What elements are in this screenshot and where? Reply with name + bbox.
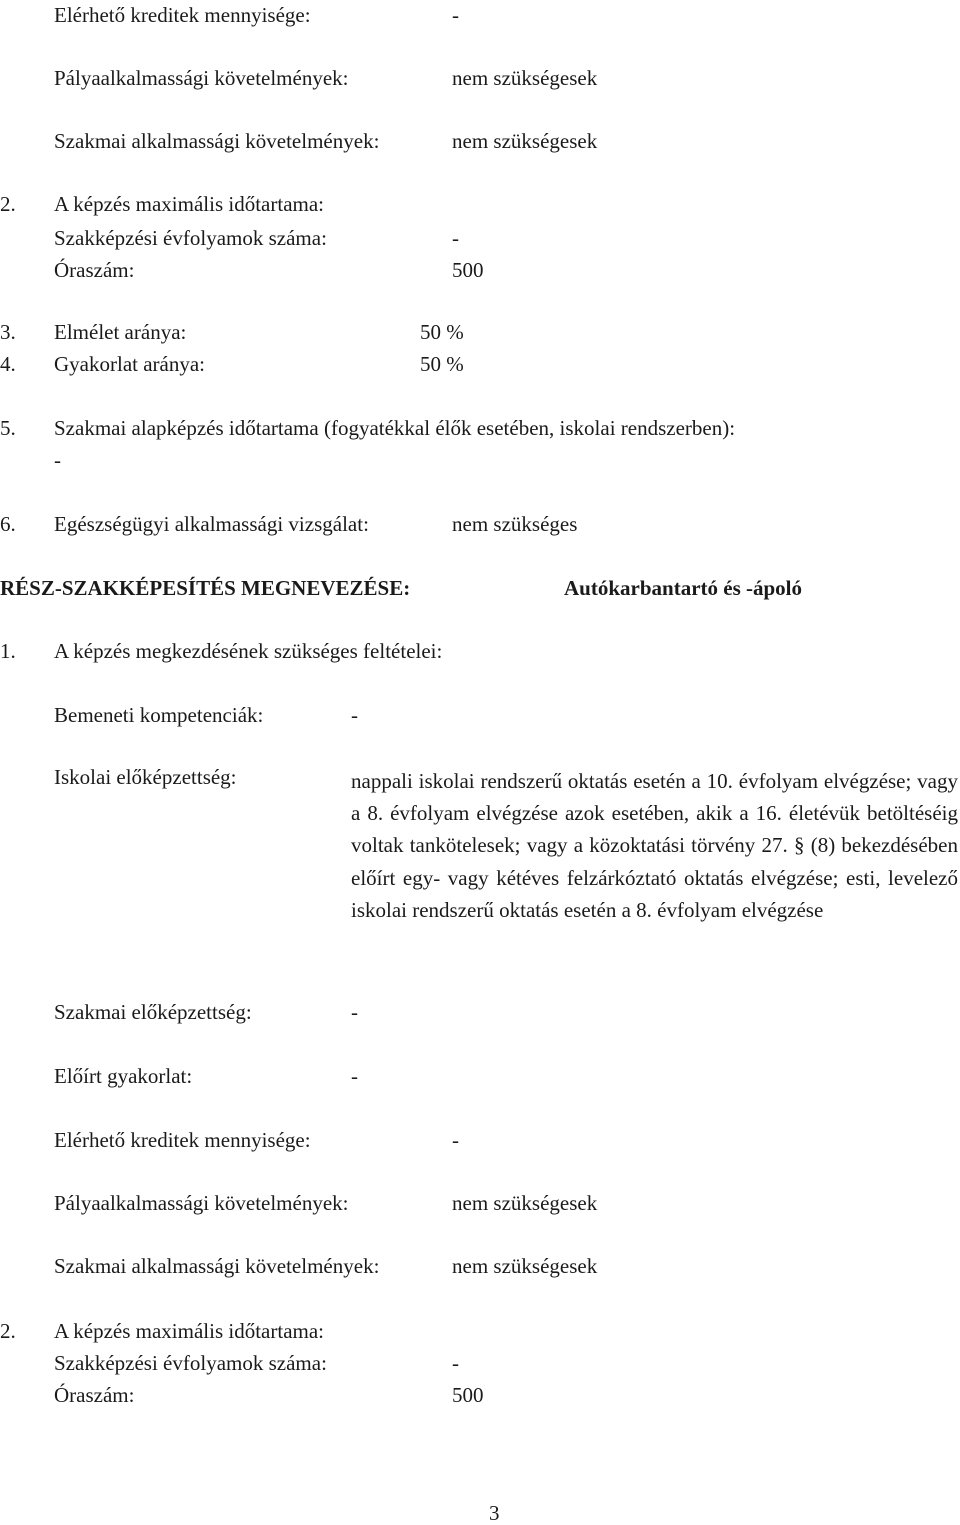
basic-training-number: 5. [0, 416, 16, 440]
conditions-label: A képzés megkezdésének szükséges feltételei: [54, 639, 443, 663]
max-duration-number-2: 2. [0, 1319, 16, 1343]
required-practice-value: - [351, 1064, 358, 1088]
max-duration-label-2: A képzés maximális időtartama: [54, 1319, 325, 1343]
health-check-number: 6. [0, 512, 16, 536]
professional-prerequisite-label: Szakmai előképzettség: [54, 1000, 252, 1024]
professional-requirements-label: Szakmai alkalmassági követelmények: [54, 129, 380, 153]
school-prerequisite-label: Iskolai előképzettség: [54, 765, 237, 789]
basic-training-value: - [54, 448, 61, 472]
theory-ratio-number: 3. [0, 320, 16, 344]
health-check-value: nem szükséges [452, 512, 578, 536]
career-requirements-value: nem szükségesek [452, 66, 598, 90]
theory-ratio-value: 50 % [420, 320, 464, 344]
basic-training-label: Szakmai alapképzés időtartama (fogyatékkal élők esetében, iskolai rendszerben): [54, 416, 736, 440]
hours-label: Óraszám: [54, 258, 135, 282]
professional-requirements-value-2: nem szükségesek [452, 1254, 598, 1278]
grades-label-2: Szakképzési évfolyamok száma: [54, 1351, 327, 1375]
conditions-number: 1. [0, 639, 16, 663]
max-duration-number: 2. [0, 192, 16, 216]
professional-requirements-value: nem szükségesek [452, 129, 598, 153]
practice-ratio-value: 50 % [420, 352, 464, 376]
career-requirements-label-2: Pályaalkalmassági követelmények: [54, 1191, 349, 1215]
career-requirements-value-2: nem szükségesek [452, 1191, 598, 1215]
credits-value-2: - [452, 1128, 459, 1152]
partial-qualification-label: RÉSZ-SZAKKÉPESÍTÉS MEGNEVEZÉSE: [0, 576, 411, 600]
theory-ratio-label: Elmélet aránya: [54, 320, 187, 344]
max-duration-label: A képzés maximális időtartama: [54, 192, 325, 216]
grades-value-2: - [452, 1351, 459, 1375]
practice-ratio-label: Gyakorlat aránya: [54, 352, 206, 376]
professional-prerequisite-value: - [351, 1000, 358, 1024]
career-requirements-label: Pályaalkalmassági követelmények: [54, 66, 349, 90]
credits-label: Elérhető kreditek mennyisége: [54, 3, 311, 27]
credits-label-2: Elérhető kreditek mennyisége: [54, 1128, 311, 1152]
hours-label-2: Óraszám: [54, 1383, 135, 1407]
practice-ratio-number: 4. [0, 352, 16, 376]
input-competencies-value: - [351, 703, 358, 727]
grades-label: Szakképzési évfolyamok száma: [54, 226, 327, 250]
input-competencies-label: Bemeneti kompetenciák: [54, 703, 264, 727]
school-prerequisite-value: nappali iskolai rendszerű oktatás esetén a 10. évfolyam elvégzése; vagy a 8. évfolyam elvégzése azok esetében, akik a 16. életévük betöltéséig voltak tankötelesek; vagy a közoktatási törvény 27. § (8) bekezdésében előírt egy- vagy kétéves felzárkóztató oktatás elvégzése; esti, levelező iskolai rendszerű oktatás esetén a 8. évfolyam elvégzése [351, 769, 958, 922]
hours-value-2: 500 [452, 1383, 484, 1407]
credits-value: - [452, 3, 459, 27]
professional-requirements-label-2: Szakmai alkalmassági követelmények: [54, 1254, 380, 1278]
hours-value: 500 [452, 258, 484, 282]
grades-value: - [452, 226, 459, 250]
required-practice-label: Előírt gyakorlat: [54, 1064, 193, 1088]
health-check-label: Egészségügyi alkalmassági vizsgálat: [54, 512, 369, 536]
partial-qualification-value: Autókarbantartó és -ápoló [564, 576, 803, 600]
page-number: 3 [489, 1501, 500, 1525]
